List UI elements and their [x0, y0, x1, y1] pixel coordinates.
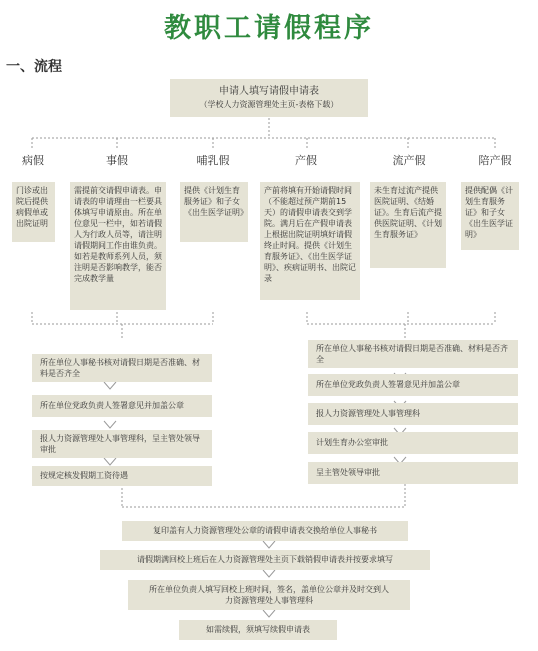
left-step-3: 报人力资源管理处人事管理科，呈主管处领导审批 [32, 430, 212, 458]
category-label-nursing: 哺乳假 [196, 154, 230, 167]
start-box [170, 79, 368, 117]
category-desc-maternity: 产前将填有开始请假时间（不能超过预产期前15天）的请假申请表交到学院。满月后在产假申请表上根据出院证明填好请假终止时间。提供《计划生育服务证》、《出生医学证明》、疾病证明书、出院记录 [260, 182, 360, 300]
category-label-miscarriage: 流产假 [392, 154, 426, 167]
category-desc-miscarriage: 未生育过流产提供医院证明、《结婚证》。生育后流产提供医院证明、《计划生育服务证》 [370, 182, 446, 268]
category-desc-nursing: 提供《计划生育服务证》和子女《出生医学证明》 [180, 182, 248, 242]
category-label-maternity: 产假 [295, 154, 317, 167]
category-label-sick: 病假 [22, 154, 44, 167]
final-step-1: 复印盖有人力资源管理处公章的请假申请表交换给单位人事秘书 [122, 521, 408, 541]
right-step-2: 所在单位党政负责人签署意见并加盖公章 [308, 374, 518, 396]
category-label-paternity: 陪产假 [478, 154, 512, 167]
section-heading: 一、流程 [6, 59, 62, 75]
right-step-4: 计划生育办公室审批 [308, 432, 518, 454]
category-desc-sick: 门诊或出院后提供病假单或出院证明 [12, 182, 55, 242]
category-desc-paternity: 提供配偶《计划生育服务证》和子女《出生医学证明》 [461, 182, 519, 250]
final-step-3: 所在单位负责人填写回校上班时间，签名，盖单位公章并及时交到人力资源管理处人事管理科 [128, 580, 410, 610]
start-title: 申请人填写请假申请表 [219, 86, 319, 97]
left-step-4: 按规定核发假期工资待遇 [32, 466, 212, 486]
right-step-5: 呈主管处领导审批 [308, 462, 518, 484]
right-step-3: 报人力资源管理处人事管理科 [308, 403, 518, 425]
final-step-4: 如需续假，须填写续假申请表 [179, 620, 337, 640]
category-desc-personal: 需提前交请假申请表。申请表的申请理由一栏要具体填写申请原由。所在单位意见一栏中，如若请假人为行政人员等，请注明请假期间工作由谁负责。如若是教师系列人员，须注明是否影响教学，能否完成教学量 [70, 182, 166, 310]
page-title: 教职工请假程序 [164, 13, 374, 44]
left-step-2: 所在单位党政负责人签署意见并加盖公章 [32, 395, 212, 417]
right-step-1: 所在单位人事秘书核对请假日期是否准确、材料是否齐全 [308, 340, 518, 368]
category-label-personal: 事假 [106, 154, 128, 167]
left-step-1: 所在单位人事秘书核对请假日期是否准确、材料是否齐全 [32, 354, 212, 382]
final-step-2: 请假期满回校上班后在人力资源管理处主页下载销假申请表并按要求填写 [100, 550, 430, 570]
start-subtitle: （学校人力资源管理处主页-表格下载） [199, 100, 339, 109]
